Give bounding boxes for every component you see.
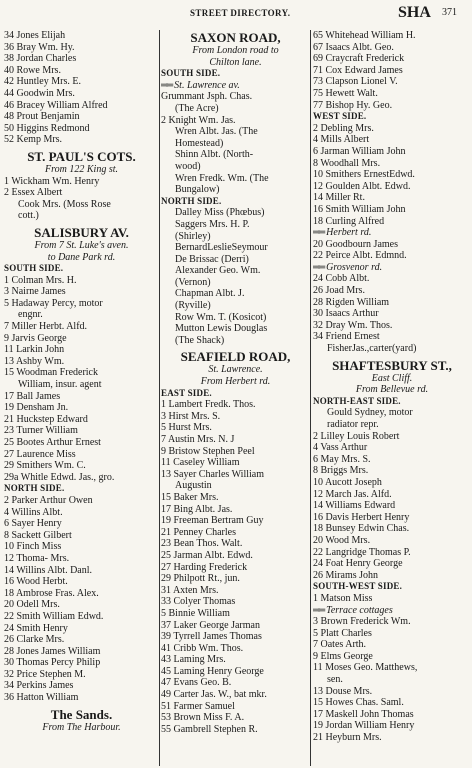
cross-street-rule: ══ bbox=[313, 604, 324, 616]
street-subheading: to Dane Park rd. bbox=[47, 251, 116, 263]
directory-entry: 65 Whitehead William H. bbox=[313, 30, 416, 41]
directory-entry: 38 Jordan Charles bbox=[4, 53, 77, 65]
directory-entry: 36 Bray Wm. Hy. bbox=[4, 41, 75, 53]
directory-entry: 8 Woodhall Mrs. bbox=[313, 157, 381, 169]
directory-entry: 8 Briggs Mrs. bbox=[313, 465, 369, 477]
directory-entry-continuation: (Vernon) bbox=[175, 276, 211, 288]
directory-entry: 39 Tyrrell James Thomas bbox=[161, 631, 262, 643]
directory-entry: 5 Hurst Mrs. bbox=[161, 422, 212, 434]
directory-entry: 9 Bristow Stephen Peel bbox=[161, 445, 255, 457]
directory-entry: 3 Nairne James bbox=[4, 286, 66, 298]
directory-entry: 21 Penney Charles bbox=[161, 526, 236, 538]
directory-entry-continuation: wood) bbox=[175, 160, 201, 172]
cross-street-label: Herbert rd. bbox=[326, 227, 372, 239]
directory-entry: 29 Philpott Rt., jun. bbox=[161, 573, 240, 585]
directory-entry: 2 Knight Wm. Jas. bbox=[161, 114, 236, 126]
side-label: SOUTH SIDE. bbox=[161, 68, 221, 79]
directory-entry-continuation: Wren Fredk. Wm. (The bbox=[175, 172, 269, 184]
directory-entry: 11 Moses Geo. Matthews, bbox=[313, 662, 418, 674]
street-heading: SALISBURY AV. bbox=[34, 224, 129, 240]
directory-entry: 17 Ball James bbox=[4, 390, 61, 402]
directory-entry: 75 Hewett Walt. bbox=[313, 87, 378, 99]
directory-entry: 2 Essex Albert bbox=[4, 187, 63, 199]
cross-street-rule: ══ bbox=[313, 261, 324, 273]
street-subheading: From Herbert rd. bbox=[200, 376, 271, 388]
directory-entry: 19 Jordan William Henry bbox=[313, 720, 415, 732]
directory-entry: 31 Axten Mrs. bbox=[161, 584, 219, 596]
directory-entry: 41 Cribb Wm. Thos. bbox=[161, 642, 244, 654]
directory-entry: 15 Howes Chas. Saml. bbox=[313, 697, 404, 709]
street-subheading: From The Harbour. bbox=[42, 721, 121, 733]
directory-entry: 42 Huntley Mrs. E. bbox=[4, 76, 81, 88]
directory-entry: 26 Joad Mrs. bbox=[313, 285, 365, 297]
directory-entry: 34 Jones Elijah bbox=[4, 30, 66, 41]
directory-entry-continuation: (Ryville) bbox=[175, 300, 211, 312]
directory-entry: 27 Harding Frederick bbox=[161, 561, 248, 573]
directory-entry: 15 Woodman Frederick bbox=[4, 367, 98, 379]
column-divider bbox=[159, 30, 160, 766]
directory-entry: 18 Bunsey Edwin Chas. bbox=[313, 523, 410, 535]
directory-entry: 14 Miller Rt. bbox=[313, 192, 365, 204]
directory-entry: 30 Isaacs Arthur bbox=[313, 308, 379, 320]
directory-entry-continuation: Cook Mrs. (Moss Rose bbox=[18, 198, 111, 210]
directory-entry-continuation: Row Wm. T. (Kosicot) bbox=[175, 311, 267, 323]
directory-entry: 13 Ashby Wm. bbox=[4, 355, 65, 367]
directory-entry: 25 Bootes Arthur Ernest bbox=[4, 437, 101, 448]
directory-entry: 3 Brown Frederick Wm. bbox=[313, 616, 411, 628]
directory-entry: 43 Laming Mrs. bbox=[161, 654, 226, 666]
directory-entry: 2 Lilley Louis Robert bbox=[313, 430, 400, 442]
section-code: SHA bbox=[398, 4, 431, 21]
cross-street-label: St. Lawrence av. bbox=[174, 79, 240, 91]
directory-entry: 5 Platt Charles bbox=[313, 627, 372, 639]
directory-entry-continuation: Augustin bbox=[175, 480, 212, 492]
directory-entry: 28 Rigden William bbox=[313, 296, 390, 308]
directory-entry: 47 Evans Geo. B. bbox=[161, 677, 232, 689]
directory-entry-continuation: (Shirley) bbox=[175, 230, 211, 242]
directory-entry-continuation: Alexander Geo. Wm. bbox=[175, 265, 261, 277]
directory-entry: 9 Jarvis George bbox=[4, 332, 67, 344]
cross-street-marker bbox=[313, 605, 471, 617]
directory-entry-continuation: Mutton Lewis Douglas bbox=[175, 323, 268, 335]
directory-entry: 50 Higgins Redmond bbox=[4, 122, 90, 134]
directory-entry: 11 Larkin John bbox=[4, 344, 65, 356]
street-heading: The Sands. bbox=[50, 706, 113, 722]
street-subheading: From Bellevue rd. bbox=[355, 384, 429, 396]
directory-entry-continuation: William, insur. agent bbox=[18, 379, 102, 391]
directory-entry: 16 Davis Herbert Henry bbox=[313, 511, 410, 523]
directory-entry: 32 Price Stephen M. bbox=[4, 668, 86, 680]
cross-street-rule: ══ bbox=[161, 79, 172, 91]
directory-entry: 6 May Mrs. S. bbox=[313, 453, 371, 465]
side-label: NORTH SIDE. bbox=[161, 195, 222, 206]
cross-street-marker bbox=[161, 80, 310, 92]
side-label: NORTH SIDE. bbox=[4, 483, 65, 494]
directory-entry: 29 Smithers Wm. C. bbox=[4, 460, 86, 472]
directory-entry-continuation: Shinn Albt. (North- bbox=[175, 149, 254, 161]
street-subheading: From 7 St. Luke's aven. bbox=[34, 239, 129, 251]
directory-column-left bbox=[4, 30, 159, 764]
directory-entry: 55 Gambrell Stephen R. bbox=[161, 723, 258, 735]
street-subheading: East Cliff. bbox=[371, 372, 413, 384]
directory-entry: 40 Rowe Mrs. bbox=[4, 64, 61, 76]
directory-entry: 36 Hatton William bbox=[4, 692, 79, 704]
street-heading: SEAFIELD ROAD, bbox=[180, 349, 291, 365]
directory-entry-continuation: sen. bbox=[327, 674, 343, 686]
directory-entry: 25 Jarman Albt. Edwd. bbox=[161, 549, 253, 561]
running-title: STREET DIRECTORY. bbox=[190, 8, 291, 18]
directory-entry: 18 Curling Alfred bbox=[313, 215, 385, 227]
directory-entry-continuation: Gould Sydney, motor bbox=[327, 407, 413, 419]
cross-street-label: Terrace cottages bbox=[326, 604, 393, 616]
directory-entry: 4 Willins Albt. bbox=[4, 506, 63, 518]
directory-entry: 1 Wickham Wm. Henry bbox=[4, 175, 100, 187]
directory-entry: 24 Smith Henry bbox=[4, 622, 68, 634]
directory-entry: 48 Prout Benjamin bbox=[4, 111, 80, 123]
directory-entry: 14 Williams Edward bbox=[313, 500, 396, 512]
directory-entry: 49 Carter Jas. W., bat mkr. bbox=[161, 689, 267, 701]
directory-entry: 24 Cobb Albt. bbox=[313, 273, 370, 285]
directory-entry: 73 Clapson Lionel V. bbox=[313, 76, 398, 88]
directory-entry: 13 Sayer Charles William bbox=[161, 468, 265, 480]
directory-entry: 22 Peirce Albt. Edmnd. bbox=[313, 250, 407, 262]
directory-entry: 4 Mills Albert bbox=[313, 134, 370, 146]
page-number: 371 bbox=[442, 7, 457, 18]
directory-entry-continuation: Homestead) bbox=[175, 137, 224, 149]
directory-entry: 12 Thoma- Mrs. bbox=[4, 552, 70, 564]
directory-entry: 4 Vass Arthur bbox=[313, 442, 368, 454]
column-divider bbox=[310, 30, 311, 766]
street-heading: SAXON ROAD, bbox=[190, 30, 281, 45]
directory-entry: 21 Huckstep Edward bbox=[4, 413, 88, 425]
directory-entry: 37 Laker George Jarman bbox=[161, 619, 260, 631]
street-heading: SHAFTESBURY ST., bbox=[332, 357, 452, 373]
directory-entry: 67 Isaacs Albt. Geo. bbox=[313, 41, 394, 53]
directory-entry: 20 Wood Mrs. bbox=[313, 534, 371, 546]
street-subheading: Chilton lane. bbox=[209, 56, 262, 68]
directory-entry: 52 Kemp Mrs. bbox=[4, 134, 63, 146]
directory-entry: 3 Hirst Mrs. S. bbox=[161, 410, 221, 422]
directory-entry: 46 Bracey William Alfred bbox=[4, 99, 108, 111]
directory-entry: 17 Maskell John Thomas bbox=[313, 708, 414, 720]
street-subheading: St. Lawrence. bbox=[208, 364, 263, 376]
directory-entry: 14 Willins Albt. Danl. bbox=[4, 564, 93, 576]
directory-entry: 2 Debling Mrs. bbox=[313, 122, 374, 134]
cross-street-rule: ══ bbox=[313, 227, 324, 239]
directory-entry: 1 Matson Miss bbox=[313, 592, 373, 604]
directory-entry: 7 Austin Mrs. N. J bbox=[161, 434, 235, 445]
directory-entry: 16 Smith William John bbox=[313, 203, 406, 215]
directory-entry: 1 Colman Mrs. H. bbox=[4, 274, 77, 286]
directory-entry: 77 Bishop Hy. Geo. bbox=[313, 99, 393, 111]
cross-street-label: Grosvenor rd. bbox=[326, 261, 383, 273]
directory-entry-continuation: Chapman Albt. J. bbox=[175, 288, 245, 300]
directory-entry: 33 Colyer Thomas bbox=[161, 596, 236, 608]
directory-entry: 21 Heyburn Mrs. bbox=[313, 732, 382, 744]
directory-entry: 20 Odell Mrs. bbox=[4, 599, 60, 611]
side-label: EAST SIDE. bbox=[161, 387, 212, 398]
directory-entry: 10 Aucott Joseph bbox=[313, 476, 382, 488]
directory-entry: 19 Densham Jn. bbox=[4, 402, 69, 414]
directory-entry: 12 March Jas. Alfd. bbox=[313, 488, 392, 500]
directory-entry: 1 Lambert Fredk. Thos. bbox=[161, 399, 256, 411]
directory-entry: 45 Laming Henry George bbox=[161, 665, 264, 677]
directory-entry-continuation: cott.) bbox=[18, 210, 39, 222]
directory-entry: 7 Oates Arth. bbox=[313, 639, 367, 651]
directory-entry-continuation: (The Shack) bbox=[175, 334, 225, 346]
directory-entry: Grummant Jsph. Chas. bbox=[161, 91, 253, 103]
directory-entry: 24 Foat Henry George bbox=[313, 558, 403, 570]
directory-entry: 22 Smith William Edwd. bbox=[4, 610, 104, 622]
directory-entry-continuation: Wren Albt. Jas. (The bbox=[175, 126, 258, 138]
directory-entry: 51 Farmer Samuel bbox=[161, 700, 235, 712]
directory-entry-continuation: De Brissac (Derri) bbox=[175, 253, 249, 265]
directory-entry: 71 Cox Edward James bbox=[313, 64, 403, 76]
cross-street-marker bbox=[313, 262, 471, 274]
directory-entry: 53 Brown Miss F. A. bbox=[161, 712, 245, 724]
street-heading: ST. PAUL'S COTS. bbox=[27, 148, 136, 164]
directory-entry-continuation: (The Acre) bbox=[175, 102, 219, 114]
side-label: NORTH-EAST SIDE. bbox=[313, 395, 401, 406]
directory-entry: 13 Douse Mrs. bbox=[313, 685, 373, 697]
directory-entry-continuation: Saggers Mrs. H. P. bbox=[175, 218, 250, 230]
street-subheading: From London road to bbox=[192, 45, 279, 56]
directory-entry-continuation: radiator repr. bbox=[327, 419, 379, 430]
directory-entry-continuation: FisherJas.,carter(yard) bbox=[327, 343, 417, 355]
side-label: SOUTH SIDE. bbox=[4, 263, 64, 274]
street-subheading: From 122 King st. bbox=[45, 163, 118, 175]
directory-entry: 15 Baker Mrs. bbox=[161, 491, 219, 503]
directory-entry: 2 Parker Arthur Owen bbox=[4, 494, 93, 506]
directory-entry: 28 Jones James William bbox=[4, 645, 101, 657]
directory-column-right bbox=[313, 30, 471, 764]
side-label: WEST SIDE. bbox=[313, 111, 367, 122]
directory-entry: 9 Elms George bbox=[313, 650, 373, 662]
directory-entry: 44 Goodwin Mrs. bbox=[4, 87, 75, 99]
directory-entry: 18 Ambrose Fras. Alex. bbox=[4, 587, 99, 599]
directory-entry-continuation: BernardLeslieSeymour bbox=[175, 242, 268, 254]
directory-entry: 7 Miller Herbt. Alfd. bbox=[4, 321, 88, 333]
directory-entry-continuation: engnr. bbox=[18, 309, 43, 321]
directory-entry: 6 Jarman William John bbox=[313, 145, 406, 157]
directory-entry: 11 Caseley William bbox=[161, 457, 240, 469]
directory-entry: 10 Finch Miss bbox=[4, 541, 62, 553]
directory-entry: 69 Craycraft Frederick bbox=[313, 53, 405, 65]
directory-entry: 34 Friend Ernest bbox=[313, 331, 380, 343]
directory-entry: 10 Smithers ErnestEdwd. bbox=[313, 169, 415, 181]
directory-entry: 5 Hadaway Percy, motor bbox=[4, 297, 103, 309]
directory-entry: 32 Dray Wm. Thos. bbox=[313, 319, 393, 331]
directory-entry: 12 Goulden Albt. Edwd. bbox=[313, 180, 411, 192]
page-header bbox=[0, 0, 472, 30]
directory-entry: 23 Bean Thos. Walt. bbox=[161, 538, 243, 550]
directory-column-middle bbox=[161, 30, 310, 764]
directory-entry: 23 Turner William bbox=[4, 425, 78, 437]
directory-entry: 30 Thomas Percy Philip bbox=[4, 657, 101, 669]
directory-entry: 26 Clarke Mrs. bbox=[4, 634, 65, 646]
directory-entry-continuation: Dalley Miss (Phœbus) bbox=[175, 207, 265, 219]
directory-entry: 16 Wood Herbt. bbox=[4, 576, 68, 588]
directory-entry: 5 Binnie William bbox=[161, 607, 230, 619]
directory-entry: 17 Bing Albt. Jas. bbox=[161, 503, 233, 515]
side-label: SOUTH-WEST SIDE. bbox=[313, 581, 403, 592]
directory-entry: 29a Whitle Edwd. Jas., gro. bbox=[4, 471, 115, 483]
directory-entry: 8 Sackett Gilbert bbox=[4, 529, 72, 541]
directory-entry: 27 Laurence Miss bbox=[4, 448, 76, 460]
directory-entry: 6 Sayer Henry bbox=[4, 518, 62, 530]
directory-entry: 20 Goodbourn James bbox=[313, 238, 398, 250]
directory-entry: 26 Mirams John bbox=[313, 569, 378, 581]
cross-street-marker bbox=[313, 227, 471, 239]
directory-entry: 22 Langridge Thomas P. bbox=[313, 546, 411, 558]
directory-entry-continuation: Bungalow) bbox=[175, 184, 220, 196]
directory-entry: 34 Perkins James bbox=[4, 680, 74, 692]
directory-entry: 19 Freeman Bertram Guy bbox=[161, 515, 264, 527]
